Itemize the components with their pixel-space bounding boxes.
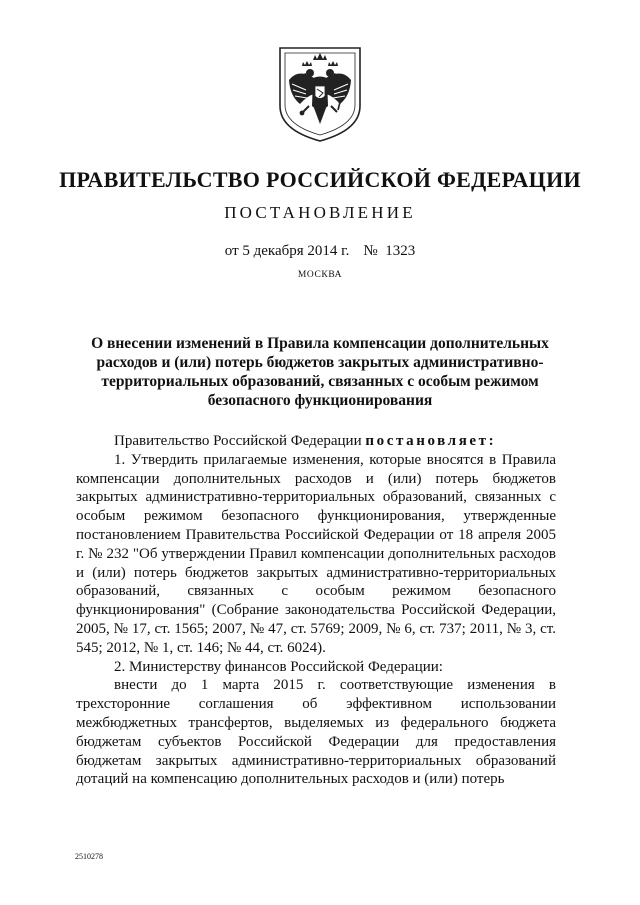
decree-date: от 5 декабря 2014 г.: [224, 243, 350, 259]
number-sign: №: [363, 243, 378, 259]
document-type: ПОСТАНОВЛЕНИЕ: [224, 203, 416, 222]
paragraph-2: 2. Министерству финансов Российской Федерации:: [114, 658, 443, 675]
russian-coat-of-arms-icon: [276, 44, 364, 144]
decree-date-line: [0, 243, 640, 260]
government-title: ПРАВИТЕЛЬСТВО РОССИЙСКОЙ ФЕДЕРАЦИИ: [59, 167, 581, 192]
decree-number: 1323: [385, 243, 416, 259]
footer-code: 2510278: [75, 852, 103, 861]
decree-body: [76, 432, 556, 789]
city: МОСКВА: [297, 270, 343, 280]
intro-paragraph: [76, 432, 556, 451]
paragraph-1: 1. Утвердить прилагаемые изменения, которые вносятся в Правила компенсации дополнительных расходов и (или) потерь бюджетов закрытых административно-территориальных образований, связанных с особым режимом безопасного функционирования, утвержденные постановлением Правительства Российской Федерации от 18 апреля 2005 г. № 232 "Об утверждении Правил компенсации дополнительных расходов и (или) потерь бюджетов закрытых административно-территориальных образований, связанных с особым режимом безопасного функционирования" (Собрание законодательства Российской Федерации, 2005, № 17, ст. 1565; 2007, № 47, ст. 5769; 2009, № 6, ст. 737; 2011, № 3, ст. 545; 2012, № 1, ст. 146; № 44, ст. 6024).: [76, 451, 556, 656]
decree-heading: О внесении изменений в Правила компенсации дополнительных расходов и (или) потерь бюджетов закрытых административно-территориальных образований, связанных с особым режимом безопасного функционирования: [91, 335, 549, 409]
intro-resolves: постановляет:: [365, 433, 497, 449]
intro-text: Правительство Российской Федерации: [114, 433, 362, 449]
paragraph-3: внести до 1 марта 2015 г. соответствующие изменения в трехсторонние соглашения об эффективном использовании межбюджетных трансфертов, выделяемых из федерального бюджета бюджетам субъектов Российской Федерации для предоставления бюджетам закрытых административно-территориальных образований дотаций на компенсацию дополнительных расходов и (или) потерь: [76, 677, 556, 788]
